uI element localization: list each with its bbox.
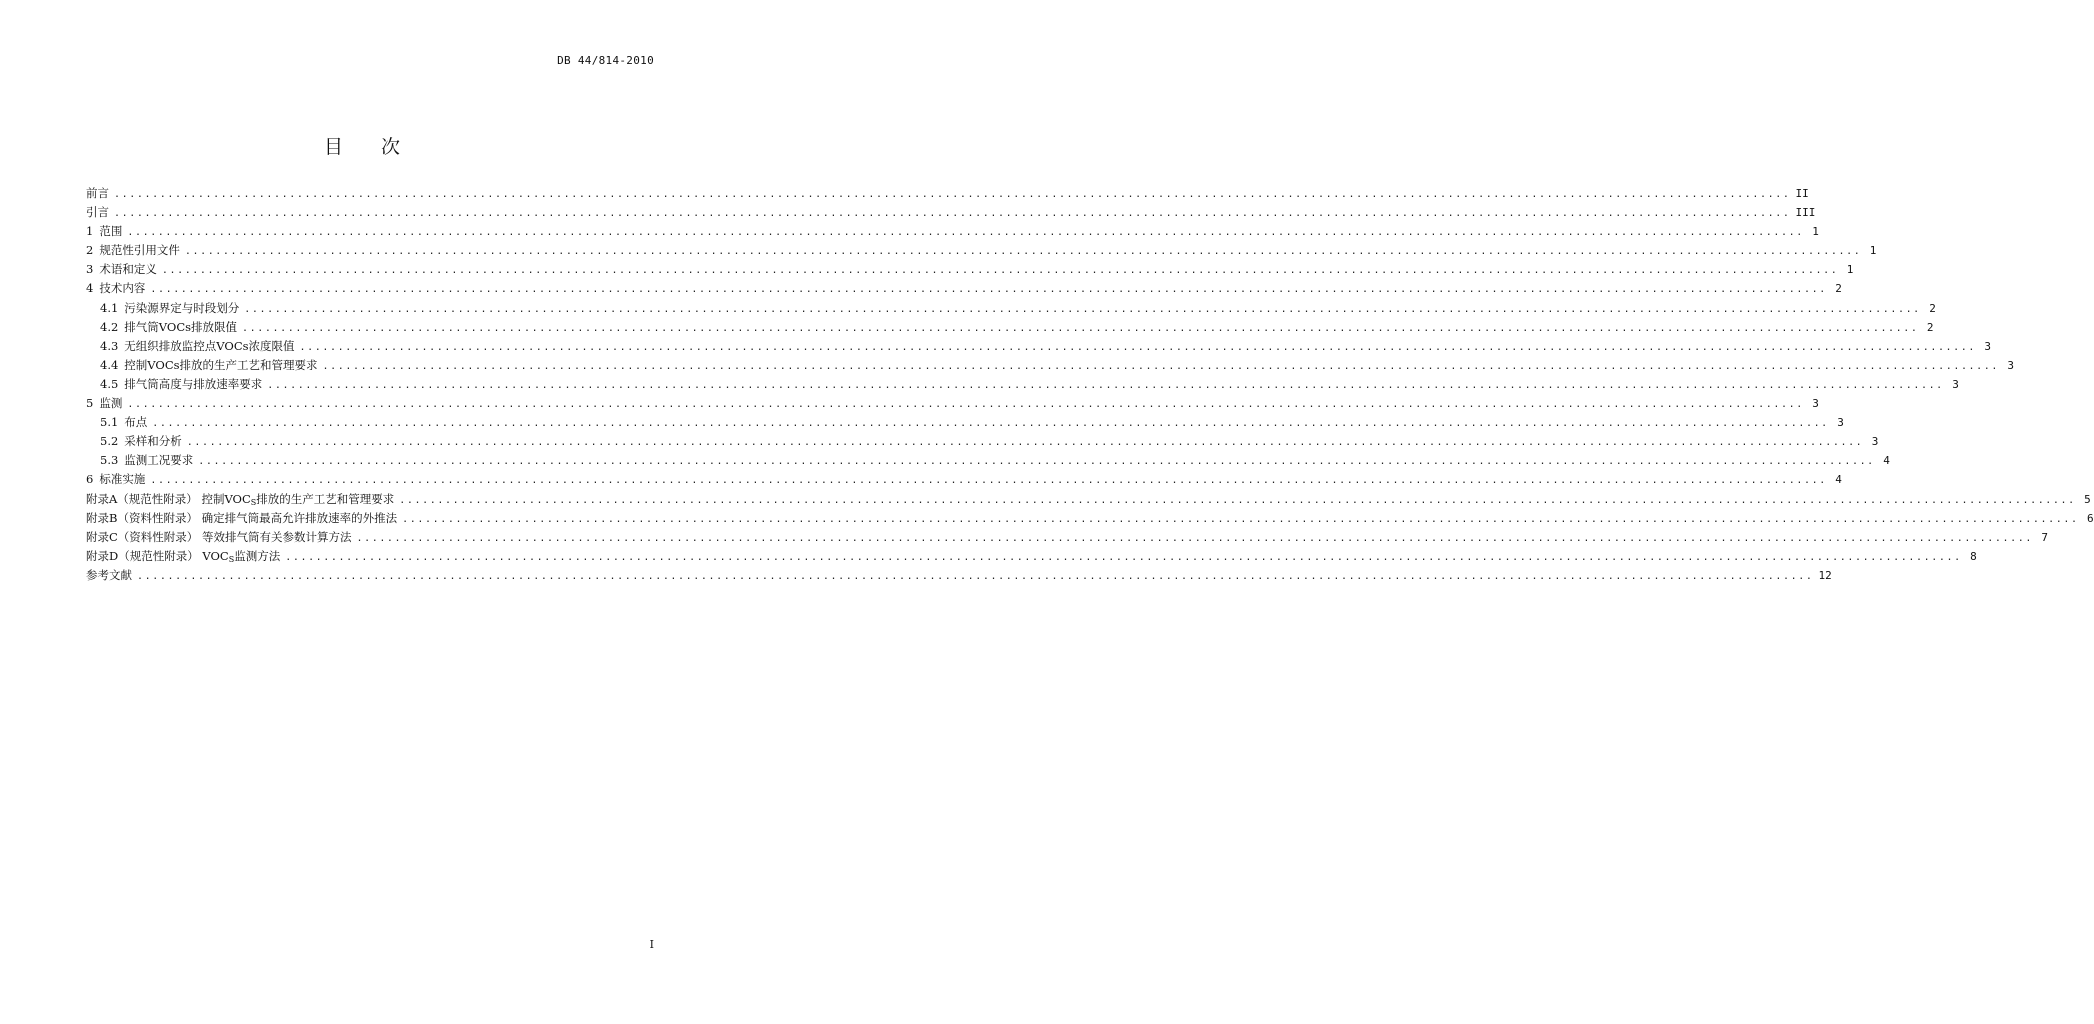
- toc-dot-leader: ............................................................................................................................................................................................................................: [127, 399, 1804, 411]
- toc-page-number: 2: [1835, 282, 1842, 296]
- toc-entry-label: [100, 356, 318, 375]
- toc-dot-leader: ............................................................................................................................................................................................................................: [322, 360, 2000, 372]
- toc-page-number: 3: [1837, 416, 1844, 430]
- toc-entry-label: [86, 509, 397, 528]
- toc-entry-label: [86, 528, 351, 547]
- toc-entry-number: 5.1: [100, 415, 119, 430]
- toc-entry-title: 布点: [124, 415, 148, 430]
- toc-entry-label: [86, 394, 122, 413]
- toc-dot-leader: ............................................................................................................................................................................................................................: [244, 303, 1921, 315]
- toc-entry[interactable]: [86, 394, 1819, 413]
- toc-entry-title: 附录B（资料性附录） 确定排气筒最高允许排放速率的外推法: [86, 510, 398, 525]
- toc-entry[interactable]: [86, 566, 1832, 585]
- toc-entry[interactable]: [86, 260, 1854, 279]
- toc-page-number: 3: [1812, 397, 1819, 411]
- toc-entry-number: 5.3: [100, 453, 119, 468]
- toc-entry-title: 排气筒高度与排放速率要求: [124, 376, 263, 391]
- toc-entry-number: 4.5: [100, 376, 119, 391]
- toc-dot-leader: ............................................................................................................................................................................................................................: [150, 475, 1827, 487]
- toc-dot-leader: ............................................................................................................................................................................................................................: [114, 189, 1791, 200]
- toc-dot-leader: ............................................................................................................................................................................................................................: [198, 456, 1875, 468]
- toc-entry-number: 4.2: [100, 319, 119, 334]
- toc-page-number: 1: [1869, 244, 1877, 258]
- toc-entry[interactable]: [86, 356, 2015, 375]
- toc-entry[interactable]: [86, 432, 1879, 451]
- page-number: I: [649, 938, 654, 951]
- toc-entry[interactable]: [86, 279, 1842, 298]
- toc-entry-title: 规范性引用文件: [99, 243, 180, 258]
- toc-entry-label: [100, 299, 239, 318]
- toc-entry-label: [86, 279, 145, 298]
- toc-dot-leader: ............................................................................................................................................................................................................................: [127, 227, 1804, 239]
- toc-dot-leader: ............................................................................................................................................................................................................................: [150, 284, 1827, 296]
- toc-entry-title: 术语和定义: [99, 262, 157, 277]
- toc-entry[interactable]: [86, 184, 1809, 203]
- toc-entry-number: 5.2: [100, 434, 119, 449]
- toc-entry[interactable]: [86, 299, 1936, 318]
- toc-dot-leader: ............................................................................................................................................................................................................................: [299, 341, 1977, 353]
- toc-entry-label: [86, 566, 132, 585]
- toc-entry-number: 1: [86, 224, 94, 239]
- toc-entry-title: 控制VOCs排放的生产工艺和管理要求: [124, 357, 318, 372]
- toc-entry-label: [100, 413, 147, 432]
- toc-entry-title-rest: 监测方法: [234, 548, 281, 563]
- toc-page-number: 4: [1883, 454, 1890, 468]
- toc-entry-title: 参考文献: [86, 567, 132, 582]
- toc-entry-title: 附录A（规范性附录） 控制VOC: [86, 491, 251, 506]
- toc-page-number: 8: [1970, 549, 1977, 563]
- toc-entry-title: 标准实施: [99, 472, 146, 487]
- toc-page-number: 1: [1812, 225, 1819, 239]
- toc-entry-label: [100, 375, 262, 394]
- toc-entry[interactable]: [86, 413, 1844, 432]
- toc-entry-title: 污染源界定与时段划分: [124, 300, 240, 315]
- toc-entry-label: [100, 451, 193, 470]
- toc-page-number: 6: [2087, 511, 2094, 525]
- toc-entry[interactable]: [86, 470, 1842, 489]
- toc-entry[interactable]: [86, 241, 1877, 260]
- toc-page-number: 7: [2041, 530, 2048, 544]
- toc-page-number: 3: [1984, 339, 1992, 353]
- toc-page-number: II: [1795, 187, 1809, 200]
- toc-page-number: 5: [2084, 492, 2091, 506]
- toc-page-number: 2: [1929, 301, 1936, 315]
- toc-entry[interactable]: [86, 375, 1959, 394]
- toc-dot-leader: ............................................................................................................................................................................................................................: [186, 437, 1864, 449]
- toc-dot-leader: ............................................................................................................................................................................................................................: [137, 570, 1814, 582]
- toc-page-number: 3: [1871, 435, 1879, 449]
- table-of-contents: [86, 184, 2094, 585]
- toc-entry-label: [86, 203, 109, 222]
- toc-dot-leader: ............................................................................................................................................................................................................................: [402, 513, 2079, 525]
- toc-entry[interactable]: [86, 509, 2094, 528]
- toc-dot-leader: ............................................................................................................................................................................................................................: [267, 379, 1944, 391]
- toc-entry[interactable]: [86, 222, 1819, 241]
- toc-entry-number: 4.1: [100, 300, 119, 315]
- toc-entry-label: [100, 318, 237, 337]
- toc-dot-leader: ............................................................................................................................................................................................................................: [161, 265, 1839, 277]
- toc-entry-label: [100, 337, 295, 356]
- toc-dot-leader: ............................................................................................................................................................................................................................: [242, 322, 1919, 334]
- toc-entry-label: [86, 260, 157, 279]
- toc-entry-label: [86, 222, 122, 241]
- toc-entry-title: 监测工况要求: [124, 453, 194, 468]
- toc-entry-title-rest: 排放的生产工艺和管理要求: [256, 491, 395, 506]
- toc-entry-title: 引言: [86, 205, 109, 220]
- toc-dot-leader: ............................................................................................................................................................................................................................: [152, 418, 1829, 430]
- toc-dot-leader: ............................................................................................................................................................................................................................: [285, 551, 1962, 563]
- toc-page-number: 2: [1926, 320, 1934, 334]
- toc-entry-number: 5: [86, 396, 94, 411]
- toc-entry-title: 无组织排放监控点VOCs浓度限值: [124, 338, 295, 353]
- toc-entry-title: 监测: [99, 396, 123, 411]
- toc-entry-title: 附录C（资料性附录） 等效排气筒有关参数计算方法: [86, 529, 352, 544]
- toc-entry[interactable]: [86, 203, 1816, 222]
- toc-entry-title: 范围: [99, 224, 123, 239]
- toc-entry-number: 4.4: [100, 357, 119, 372]
- toc-page-number: 12: [1818, 568, 1832, 582]
- toc-page-number: 3: [2007, 358, 2015, 372]
- toc-entry[interactable]: [86, 547, 1977, 566]
- toc-entry[interactable]: [86, 490, 2091, 509]
- toc-entry-number: 3: [86, 262, 94, 277]
- toc-entry[interactable]: [86, 451, 1890, 470]
- toc-entry-number: 4.3: [100, 338, 119, 353]
- toc-entry-subscript: S: [228, 554, 235, 564]
- toc-dot-leader: ............................................................................................................................................................................................................................: [399, 494, 2076, 506]
- toc-entry[interactable]: [86, 318, 1934, 337]
- toc-entry-title: 前言: [86, 186, 109, 200]
- toc-entry-title: 附录D（规范性附录） VOC: [86, 548, 229, 563]
- toc-title: 目 次: [323, 136, 417, 158]
- toc-entry-label: [86, 241, 180, 260]
- toc-page-number: 3: [1952, 377, 1959, 391]
- toc-entry-number: 2: [86, 243, 94, 258]
- toc-entry-number: 4: [86, 281, 94, 296]
- toc-entry-label: [86, 184, 109, 203]
- toc-page-number: 1: [1846, 263, 1854, 277]
- toc-entry-label: [86, 470, 145, 489]
- toc-entry-number: 6: [86, 472, 94, 487]
- toc-dot-leader: ............................................................................................................................................................................................................................: [356, 532, 2033, 544]
- toc-page-number: 4: [1835, 473, 1842, 487]
- toc-entry-title: 技术内容: [99, 281, 146, 296]
- toc-dot-leader: ............................................................................................................................................................................................................................: [114, 208, 1791, 220]
- toc-entry-subscript: S: [250, 497, 257, 507]
- standard-code: DB 44/814-2010: [557, 54, 654, 67]
- toc-dot-leader: ............................................................................................................................................................................................................................: [184, 246, 1862, 258]
- toc-entry-title: 采样和分析: [124, 434, 182, 449]
- toc-page-number: III: [1795, 206, 1816, 220]
- toc-entry[interactable]: [86, 337, 1992, 356]
- toc-entry-title: 排气筒VOCs排放限值: [124, 319, 238, 334]
- toc-entry[interactable]: [86, 528, 2048, 547]
- toc-entry-label: [100, 432, 182, 451]
